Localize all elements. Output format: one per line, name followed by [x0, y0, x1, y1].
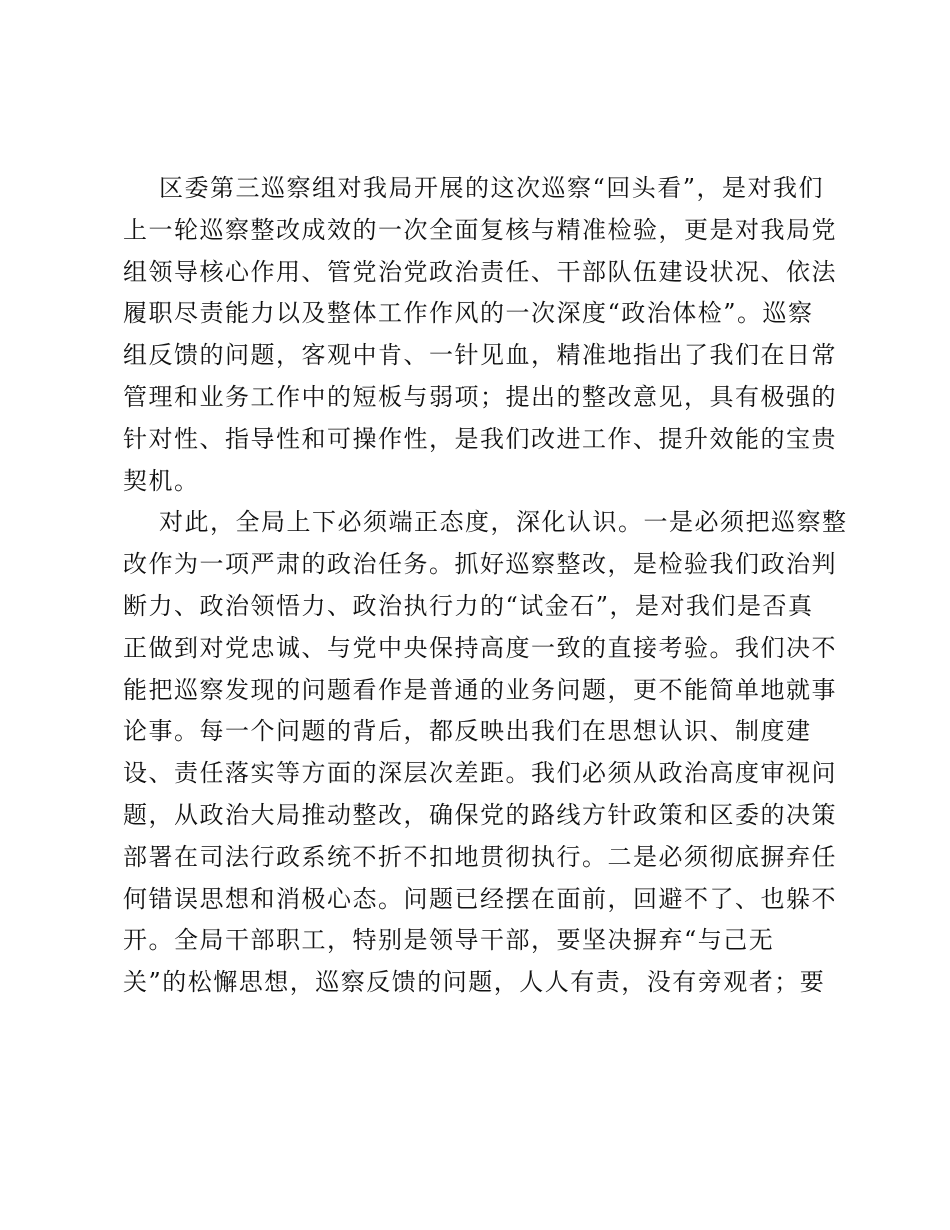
text-line: 部署在司法行政系统不折不扣地贯彻执行。二是必须彻底摒弃任: [123, 842, 837, 871]
document-body: [123, 168, 848, 1004]
paragraph-2: [123, 502, 848, 1004]
text-line: 能把巡察发现的问题看作是普通的业务问题，更不能简单地就事: [123, 675, 837, 704]
text-line: 履职尽责能力以及整体工作作风的一次深度“政治体检”。巡察: [123, 299, 814, 328]
text-line: 契机。: [123, 466, 200, 495]
text-line: 题，从政治大局推动整改，确保党的路线方针政策和区委的决策: [123, 800, 837, 829]
text-line: 区委第三巡察组对我局开展的这次巡察“回头看”，是对我们: [159, 174, 825, 202]
paragraph-1: [123, 168, 837, 502]
text-line: 针对性、指导性和可操作性，是我们改进工作、提升效能的宝贵: [123, 424, 837, 453]
text-line: 改作为一项严肃的政治任务。抓好巡察整改，是检验我们政治判: [123, 550, 837, 579]
text-line: 设、责任落实等方面的深层次差距。我们必须从政治高度审视问: [123, 759, 837, 788]
text-line: 断力、政治领悟力、政治执行力的“试金石”，是对我们是否真: [123, 591, 814, 620]
text-line: 正做到对党忠诚、与党中央保持高度一致的直接考验。我们决不: [123, 633, 837, 662]
text-line: 管理和业务工作中的短板与弱项；提出的整改意见，具有极强的: [123, 382, 837, 411]
text-line: 开。全局干部职工，特别是领导干部，要坚决摒弃“与己无: [123, 926, 775, 955]
text-line: 组反馈的问题，客观中肯、一针见血，精准地指出了我们在日常: [123, 341, 837, 370]
text-line: 对此，全局上下必须端正态度，深化认识。一是必须把巡察整: [159, 508, 848, 537]
text-line: 上一轮巡察整改成效的一次全面复核与精准检验，更是对我局党: [123, 215, 837, 244]
text-line: 何错误思想和消极心态。问题已经摆在面前，回避不了、也躲不: [123, 884, 837, 913]
text-line: 论事。每一个问题的背后，都反映出我们在思想认识、制度建: [123, 717, 812, 746]
text-line: 关”的松懈思想，巡察反馈的问题，人人有责，没有旁观者；要: [123, 968, 826, 997]
text-line: 组领导核心作用、管党治党政治责任、干部队伍建设状况、依法: [123, 257, 837, 286]
